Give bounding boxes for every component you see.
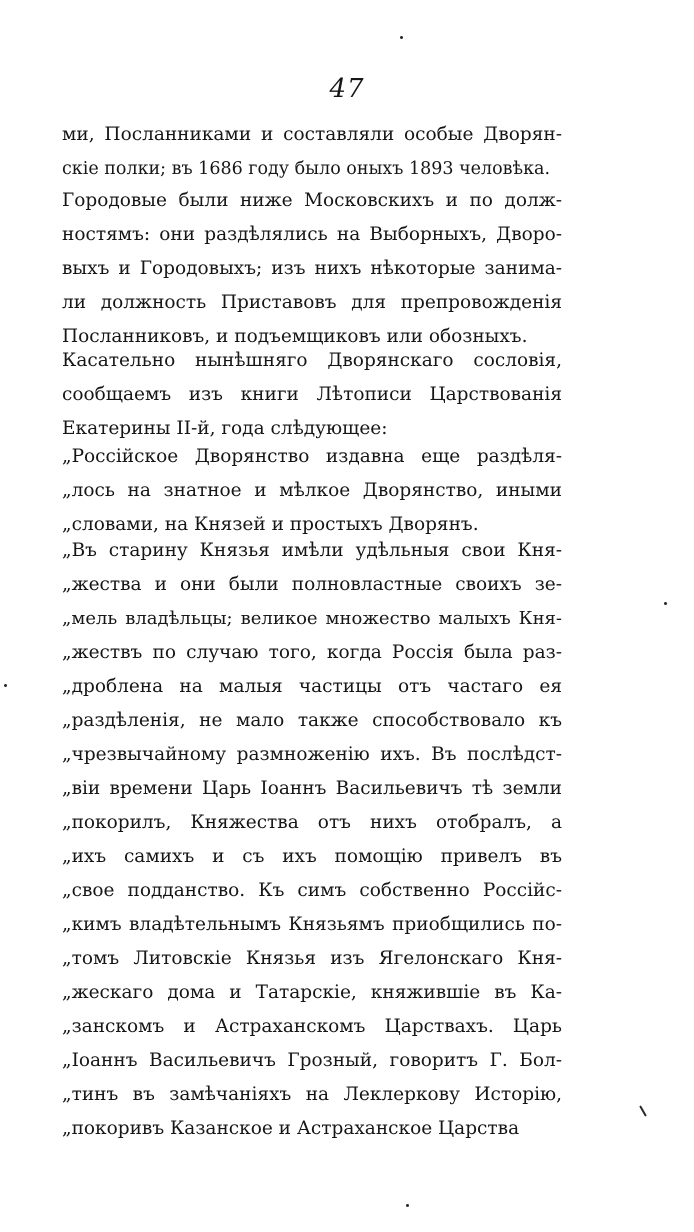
text-line: Екатерины II-й, года слѣдующее: bbox=[62, 418, 388, 439]
paragraph-4 bbox=[62, 440, 562, 542]
text-line: „словами, на Князей и простыхъ Дворянъ. bbox=[62, 514, 479, 535]
text-line: „лось на знатное и мѣлкое Дворянство, иными bbox=[62, 480, 562, 501]
text-line: „жествъ по случаю того, когда Россія была раз- bbox=[62, 642, 562, 663]
text-line: выхъ и Городовыхъ; изъ нихъ нѣкоторые занима- bbox=[62, 258, 562, 279]
text-line: „Въ старину Князья имѣли удѣльныя свои Кня- bbox=[62, 540, 562, 561]
text-line: ми, Посланниками и составляли особые Дворян- bbox=[62, 124, 562, 145]
text-line: Касательно нынѣшняго Дворянскаго сословія, bbox=[62, 350, 562, 371]
paragraph-5 bbox=[62, 534, 562, 1146]
text-line: „жескаго дома и Татарскіе, княжившіе въ Ка- bbox=[62, 982, 562, 1003]
text-line: „покорилъ, Княжества отъ нихъ отобралъ, а bbox=[62, 812, 562, 833]
paper-speck bbox=[664, 602, 667, 605]
text-line: „занскомъ и Астраханскомъ Царствахъ. Царь bbox=[62, 1016, 562, 1037]
paper-speck bbox=[4, 684, 7, 687]
text-line: „Россійское Дворянство издавна еще раздѣля- bbox=[62, 446, 562, 467]
text-line: сообщаемъ изъ книги Лѣтописи Царствованія bbox=[62, 384, 562, 405]
paragraph-2 bbox=[62, 184, 562, 354]
text-line: „тинъ въ замѣчаніяхъ на Леклеркову Исторію, bbox=[62, 1084, 562, 1105]
paper-speck bbox=[639, 1105, 647, 1116]
text-line: „покоривъ Казанское и Астраханское Царства bbox=[62, 1118, 520, 1139]
text-line: „томъ Литовскіе Князья изъ Ягелонскаго Кня- bbox=[62, 948, 562, 969]
text-line: „чрезвычайному размноженію ихъ. Въ послѣдст- bbox=[62, 744, 562, 765]
text-line: „мель владѣльцы; великое множество малыхъ Кня- bbox=[62, 608, 562, 629]
text-line: „жества и они были полновластные своихъ зе- bbox=[62, 574, 562, 595]
text-line: Городовые были ниже Московскихъ и по долж- bbox=[62, 190, 562, 211]
text-line: „кимъ владѣтельнымъ Князьямъ приобщились по- bbox=[62, 914, 562, 935]
paper-speck bbox=[400, 36, 403, 39]
page-number: 47 bbox=[329, 74, 365, 104]
paragraph-3 bbox=[62, 344, 562, 446]
text-line: Посланниковъ, и подъемщиковъ или обозныхъ. bbox=[62, 326, 528, 347]
paper-speck bbox=[406, 1204, 409, 1207]
text-line: „раздѣленія, не мало также способствовало къ bbox=[62, 710, 562, 731]
text-line: „свое подданство. Къ симъ собственно Россійс- bbox=[62, 880, 562, 901]
text-line: „дроблена на малыя частицы отъ частаго ея bbox=[62, 676, 562, 697]
text-line: „ихъ самихъ и съ ихъ помощію привелъ въ bbox=[62, 846, 562, 867]
text-line: ностямъ: они раздѣлялись на Выборныхъ, Дворо- bbox=[62, 224, 562, 245]
text-line: ли должность Приставовъ для препровожденія bbox=[62, 292, 562, 313]
text-line: „віи времени Царь Іоаннъ Васильевичъ тѣ земли bbox=[62, 778, 562, 799]
text-line: скіе полки; въ 1686 году было оныхъ 1893 человѣка. bbox=[62, 159, 551, 179]
text-line: „Іоаннъ Васильевичъ Грозный, говоритъ Г. Бол- bbox=[62, 1050, 562, 1071]
paragraph-1 bbox=[62, 118, 562, 186]
